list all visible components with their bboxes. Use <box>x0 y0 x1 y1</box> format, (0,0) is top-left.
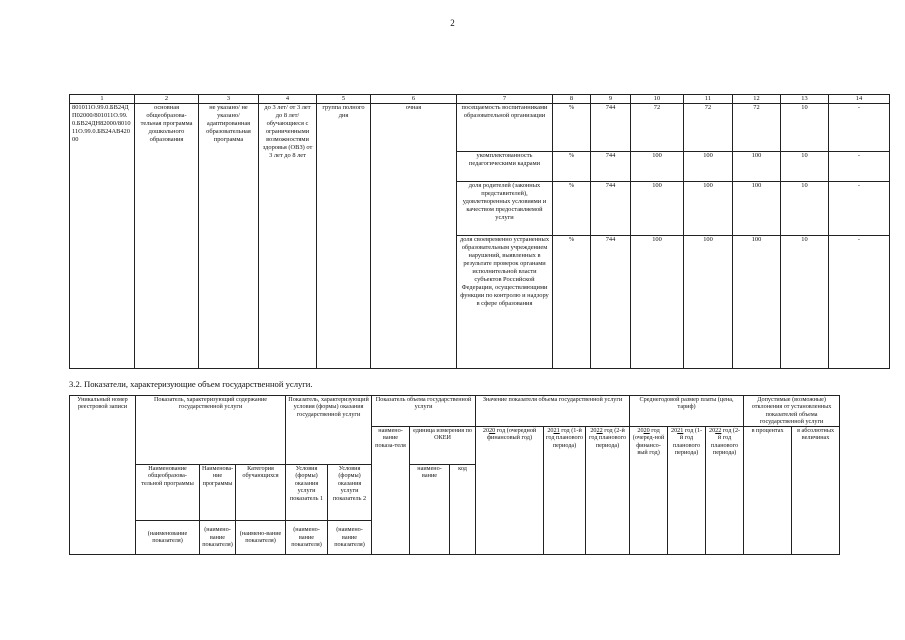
value-year-2: 100 <box>733 152 781 182</box>
col-number: 9 <box>591 95 631 104</box>
registry-code: 801011О.99.0.БВ24ДП02000/801011О.99.0.БВ24ДН82000/801011О.99.0.БВ24АВ42000 <box>70 104 135 369</box>
deviation-absolute: - <box>829 152 890 182</box>
volume-indicators-table <box>69 395 840 555</box>
deviation-percent: 10 <box>781 182 829 236</box>
deviation-percent-header: в процентах <box>744 426 792 554</box>
deviation-absolute: - <box>829 182 890 236</box>
unit-name-header: наимено-вание <box>410 464 450 554</box>
unit-code-header: код <box>450 464 476 554</box>
unit: % <box>553 182 591 236</box>
value-year-1-header: 2021 год (1-й год планового периода) <box>544 426 586 554</box>
okei-code: 744 <box>591 182 631 236</box>
indicator-name: посещаемость воспитанниками образовательной организации <box>457 104 553 152</box>
quality-indicators-table <box>69 94 890 369</box>
volume-value-header: Значение показателя объема государственной услуги <box>476 396 630 427</box>
value-year-1: 72 <box>684 104 733 152</box>
col-number: 8 <box>553 95 591 104</box>
value-year-2: 72 <box>733 104 781 152</box>
col-number: 12 <box>733 95 781 104</box>
group-type: группа полного дня <box>317 104 371 369</box>
education-form: очная <box>371 104 457 369</box>
conditions-indicator-header: Показатель, характеризующий условия (формы) оказания государственной услуги <box>286 396 372 465</box>
section-title: 3.2. Показатели, характеризующие объем государственной услуги. <box>69 379 313 389</box>
col-number: 11 <box>684 95 733 104</box>
indicator-placeholder: (наимено-вание показателя) <box>200 520 236 554</box>
indicator-placeholder: (наимено-вание показателя) <box>328 520 372 554</box>
okei-code: 744 <box>591 104 631 152</box>
deviation-header: Допустимые (возможные) отклонения от установленных показателей объема государственной услуги <box>744 396 840 427</box>
indicator-placeholder: (наимено-вание показателя) <box>286 520 328 554</box>
col-number: 2 <box>135 95 199 104</box>
indicator-placeholder: (наимено-вание показателя) <box>236 520 286 554</box>
column-number-row <box>70 95 890 104</box>
condition-1-header: Условия (формы) оказания услуги показатель 1 <box>286 464 328 520</box>
value-year-2-header: 2022 год (2-й год планового периода) <box>586 426 630 554</box>
unique-number-header: Уникальный номер реестровой записи <box>70 396 136 555</box>
value-year-0: 100 <box>631 152 684 182</box>
student-age: до 3 лет/ от 3 лет до 8 лет/ обучающиеся с ограниченными возможностями здоровья (ОВЗ) от 3 лет до 8 лет <box>259 104 317 369</box>
volume-unit-header: единица измерения по ОКЕИ <box>410 426 476 464</box>
col-number: 14 <box>829 95 890 104</box>
indicator-name: укомплектованность педагогическими кадрами <box>457 152 553 182</box>
deviation-absolute: - <box>829 104 890 152</box>
fee-year-2-header: 2022 год (2-й год планового периода) <box>706 426 744 554</box>
volume-name-header: наимено-вание показа-теля <box>372 426 410 554</box>
col-number: 6 <box>371 95 457 104</box>
col-number: 1 <box>70 95 135 104</box>
deviation-absolute-header: в абсолютных величинах <box>792 426 840 554</box>
col-number: 10 <box>631 95 684 104</box>
unit: % <box>553 236 591 369</box>
value-year-0: 100 <box>631 182 684 236</box>
program-category: не указано/ не указано/ адаптированная образовательная программа <box>199 104 259 369</box>
deviation-percent: 10 <box>781 104 829 152</box>
program-name: основная общеобразова-тельная программа дошкольного образования <box>135 104 199 369</box>
indicator-name: доля родителей (законных представителей), удовлетворенных условиями и качеством предоставляемой услуги <box>457 182 553 236</box>
deviation-absolute: - <box>829 236 890 369</box>
value-year-0: 72 <box>631 104 684 152</box>
col-number: 5 <box>317 95 371 104</box>
page-number: 2 <box>450 18 455 28</box>
col-number: 4 <box>259 95 317 104</box>
unit: % <box>553 104 591 152</box>
value-year-0: 100 <box>631 236 684 369</box>
volume-indicator-header: Показатель объема государственной услуги <box>372 396 476 427</box>
indicator-placeholder: (наименование показателя) <box>136 520 200 554</box>
fee-year-1-header: 2021 год (1-й год планового периода) <box>668 426 706 554</box>
col-number: 3 <box>199 95 259 104</box>
sub-category-header: Категория обучающихся <box>236 464 286 520</box>
okei-code: 744 <box>591 236 631 369</box>
deviation-percent: 10 <box>781 152 829 182</box>
value-year-2: 100 <box>733 236 781 369</box>
sub-program-name-header: Наименование общеобразова-тельной программы <box>136 464 200 520</box>
value-year-1: 100 <box>684 152 733 182</box>
value-year-1: 100 <box>684 236 733 369</box>
condition-2-header: Условия (формы) оказания услуги показатель 2 <box>328 464 372 520</box>
average-fee-header: Среднегодовой размер платы (цена, тариф) <box>630 396 744 427</box>
table-row <box>70 104 890 152</box>
deviation-percent: 10 <box>781 236 829 369</box>
okei-code: 744 <box>591 152 631 182</box>
sub-programs-header: Наименова-ние программы <box>200 464 236 520</box>
fee-year-0-header: 2020 год (очеред-ной финансо-вый год) <box>630 426 668 554</box>
value-year-2: 100 <box>733 182 781 236</box>
unit: % <box>553 152 591 182</box>
value-year-0-header: 2020 год (очередной финансовый год) <box>476 426 544 554</box>
col-number: 7 <box>457 95 553 104</box>
content-indicator-header: Показатель, характеризующий содержание государственной услуги <box>136 396 286 465</box>
value-year-1: 100 <box>684 182 733 236</box>
col-number: 13 <box>781 95 829 104</box>
indicator-name: доля своевременно устраненных образовательным учреждением нарушений, выявленных в результате проверок органами исполнительной власти субъектов Российской Федерации, осуществляющими функции по контролю и надзору в сфере образования <box>457 236 553 369</box>
